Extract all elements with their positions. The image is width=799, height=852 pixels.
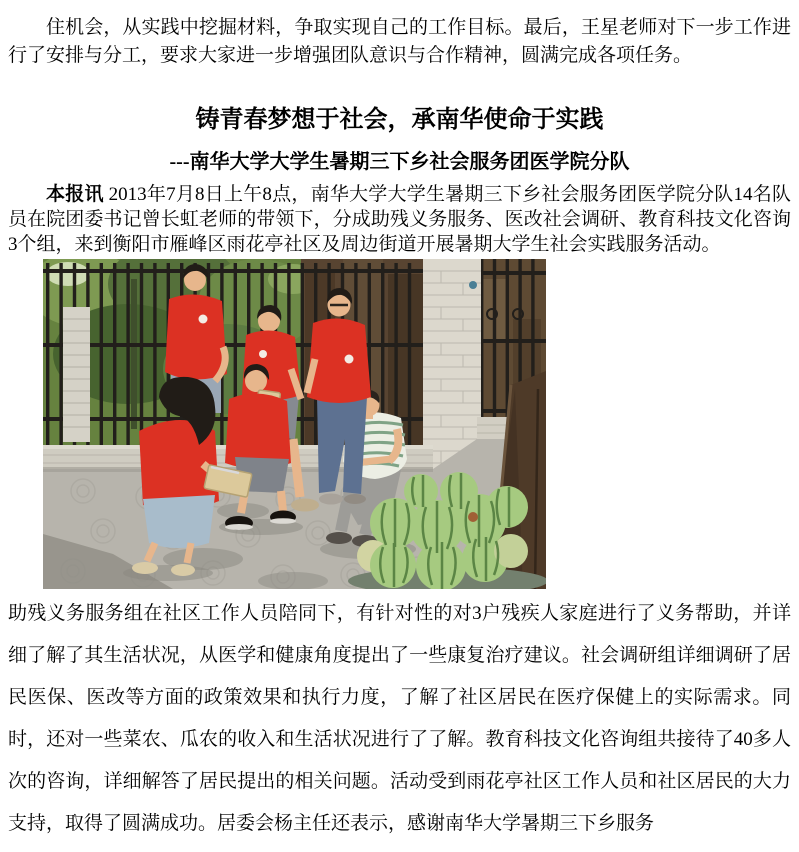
report-lead-label: 本报讯 <box>46 184 104 205</box>
article-photo-svg <box>43 259 546 589</box>
report-paragraph <box>8 182 791 257</box>
report-body-text: 2013年7月8日上午8点，南华大学大学生暑期三下乡社会服务团医学院分队14名队员在院团委书记曾长虹老师的带领下，分成助残义务服务、医改社会调研、教育科技文化咨询3个组，来到衡阳市雁峰区雨花亭社区及周边街道开展暑期大学生社会实践服务活动。 <box>8 184 791 255</box>
closing-paragraph: 助残义务服务组在社区工作人员陪同下，有针对性的对3户残疾人家庭进行了义务帮助，并详细了解了其生活状况，从医学和健康角度提出了一些康复治疗建议。社会调研组详细调研了居民医保、医改等方面的政策效果和执行力度，了解了社区居民在医疗保健上的实际需求。同时，还对一些菜农、瓜农的收入和生活状况进行了了解。教育科技文化咨询组共接待了40多人次的咨询，详细解答了居民提出的相关问题。活动受到雨花亭社区工作人员和社区居民的大力支持，取得了圆满成功。居委会杨主任还表示，感谢南华大学暑期三下乡服务 <box>8 603 791 834</box>
continuation-paragraph: 住机会，从实践中挖掘材料，争取实现自己的工作目标。最后，王星老师对下一步工作进行了安排与分工，要求大家进一步增强团队意识与合作精神，圆满完成各项任务。 <box>8 17 791 66</box>
article-subtitle: ---南华大学大学生暑期三下乡社会服务团医学院分队 <box>169 151 630 173</box>
photo-melon-blemish <box>468 512 478 522</box>
photo-blue-object <box>469 281 477 289</box>
photo-left-pillar <box>63 307 90 442</box>
article-photo <box>43 259 546 589</box>
article-title: 铸青春梦想于社会，承南华使命于实践 <box>195 107 604 133</box>
